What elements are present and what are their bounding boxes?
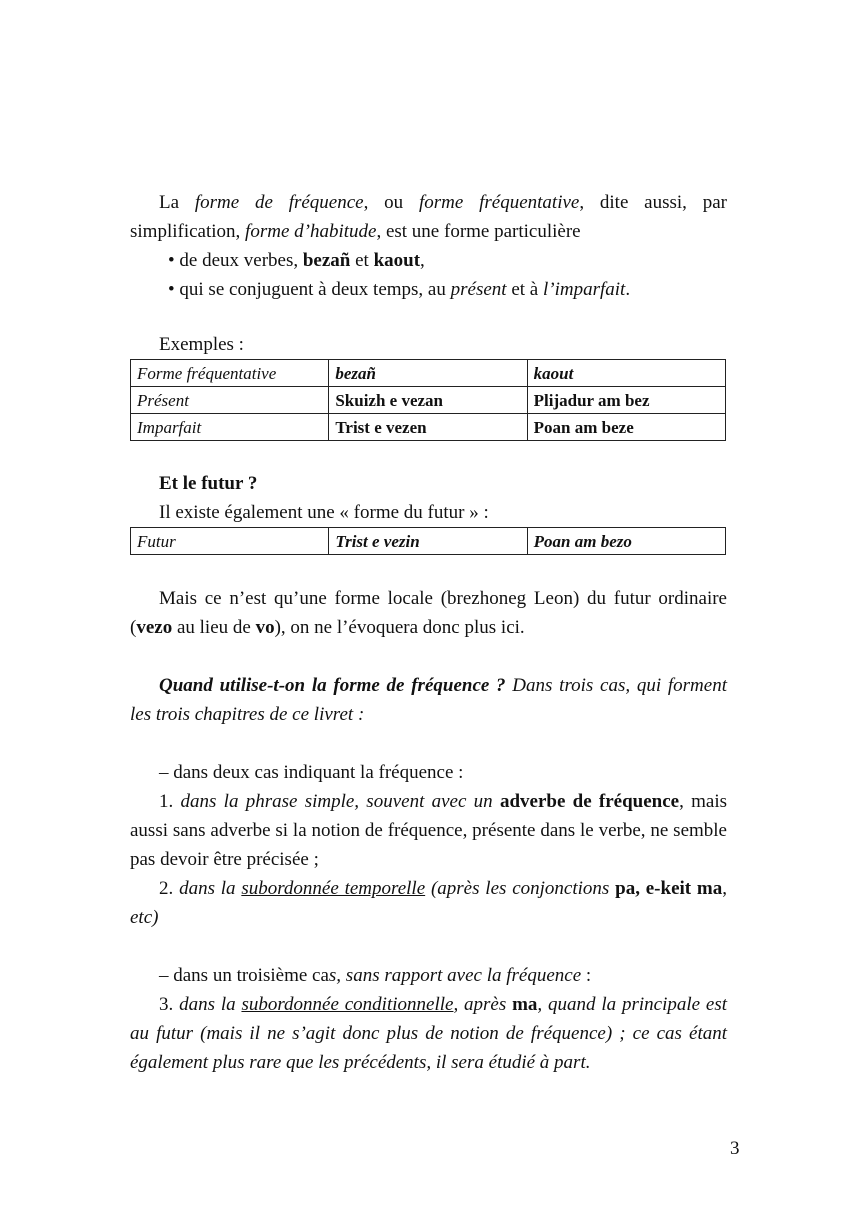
case-2: 2. dans la subordonnée temporelle (après les conjonctions pa, e-keit ma, etc)	[130, 878, 727, 928]
table-cell: Poan am bezo	[527, 528, 725, 555]
table-cell: Poan am beze	[527, 414, 725, 441]
futur-intro: Il existe également une « forme du futur » :	[159, 502, 489, 523]
table-header-row	[131, 360, 726, 387]
table-cell: Trist e vezen	[329, 414, 527, 441]
bullet-item-tenses: • qui se conjuguent à deux temps, au présent et à l’imparfait.	[168, 279, 631, 300]
bullet-item-verbs: • de deux verbes, bezañ et kaout,	[168, 250, 425, 271]
futur-heading: Et le futur ?	[159, 473, 258, 494]
table-cell: Futur	[131, 528, 329, 555]
intro-paragraph: La forme de fréquence, ou forme fréquentative, dite aussi, par simplification, forme d’habitude, est une forme particulière	[130, 192, 727, 242]
case-group-frequency: – dans deux cas indiquant la fréquence :	[159, 762, 464, 783]
table-cell: bezañ	[329, 360, 527, 387]
futur-note-paragraph: Mais ce n’est qu’une forme locale (brezhoneg Leon) du futur ordinaire (vezo au lieu de vo), on ne l’évoquera donc plus ici.	[130, 588, 727, 638]
conjugation-table	[130, 359, 726, 441]
table-cell: Présent	[131, 387, 329, 414]
page-body	[130, 188, 727, 1077]
table-row	[131, 387, 726, 414]
table-cell: Skuizh e vezan	[329, 387, 527, 414]
futur-table	[130, 527, 726, 555]
table-cell: kaout	[527, 360, 725, 387]
table-cell: Imparfait	[131, 414, 329, 441]
usage-question-paragraph: Quand utilise-t-on la forme de fréquence ? Dans trois cas, qui forment les trois chapitres de ce livret :	[130, 675, 727, 725]
page-number: 3	[730, 1138, 740, 1159]
case-group-other: – dans un troisième cas, sans rapport avec la fréquence :	[159, 965, 592, 986]
table-row	[131, 414, 726, 441]
table-row	[131, 528, 726, 555]
case-3: 3. dans la subordonnée conditionnelle, après ma, quand la principale est au futur (mais il ne s’agit donc plus de notion de fréquence) ; ce cas étant également plus rare que les précédents, il sera étudié à part.	[130, 994, 727, 1073]
table-cell: Trist e vezin	[329, 528, 527, 555]
case-1: 1. dans la phrase simple, souvent avec un adverbe de fréquence, mais aussi sans adverbe si la notion de fréquence, présente dans le verbe, ne semble pas devoir être précisée ;	[130, 791, 727, 870]
table-cell: Forme fréquentative	[131, 360, 329, 387]
examples-label: Exemples :	[159, 334, 244, 355]
table-cell: Plijadur am bez	[527, 387, 725, 414]
